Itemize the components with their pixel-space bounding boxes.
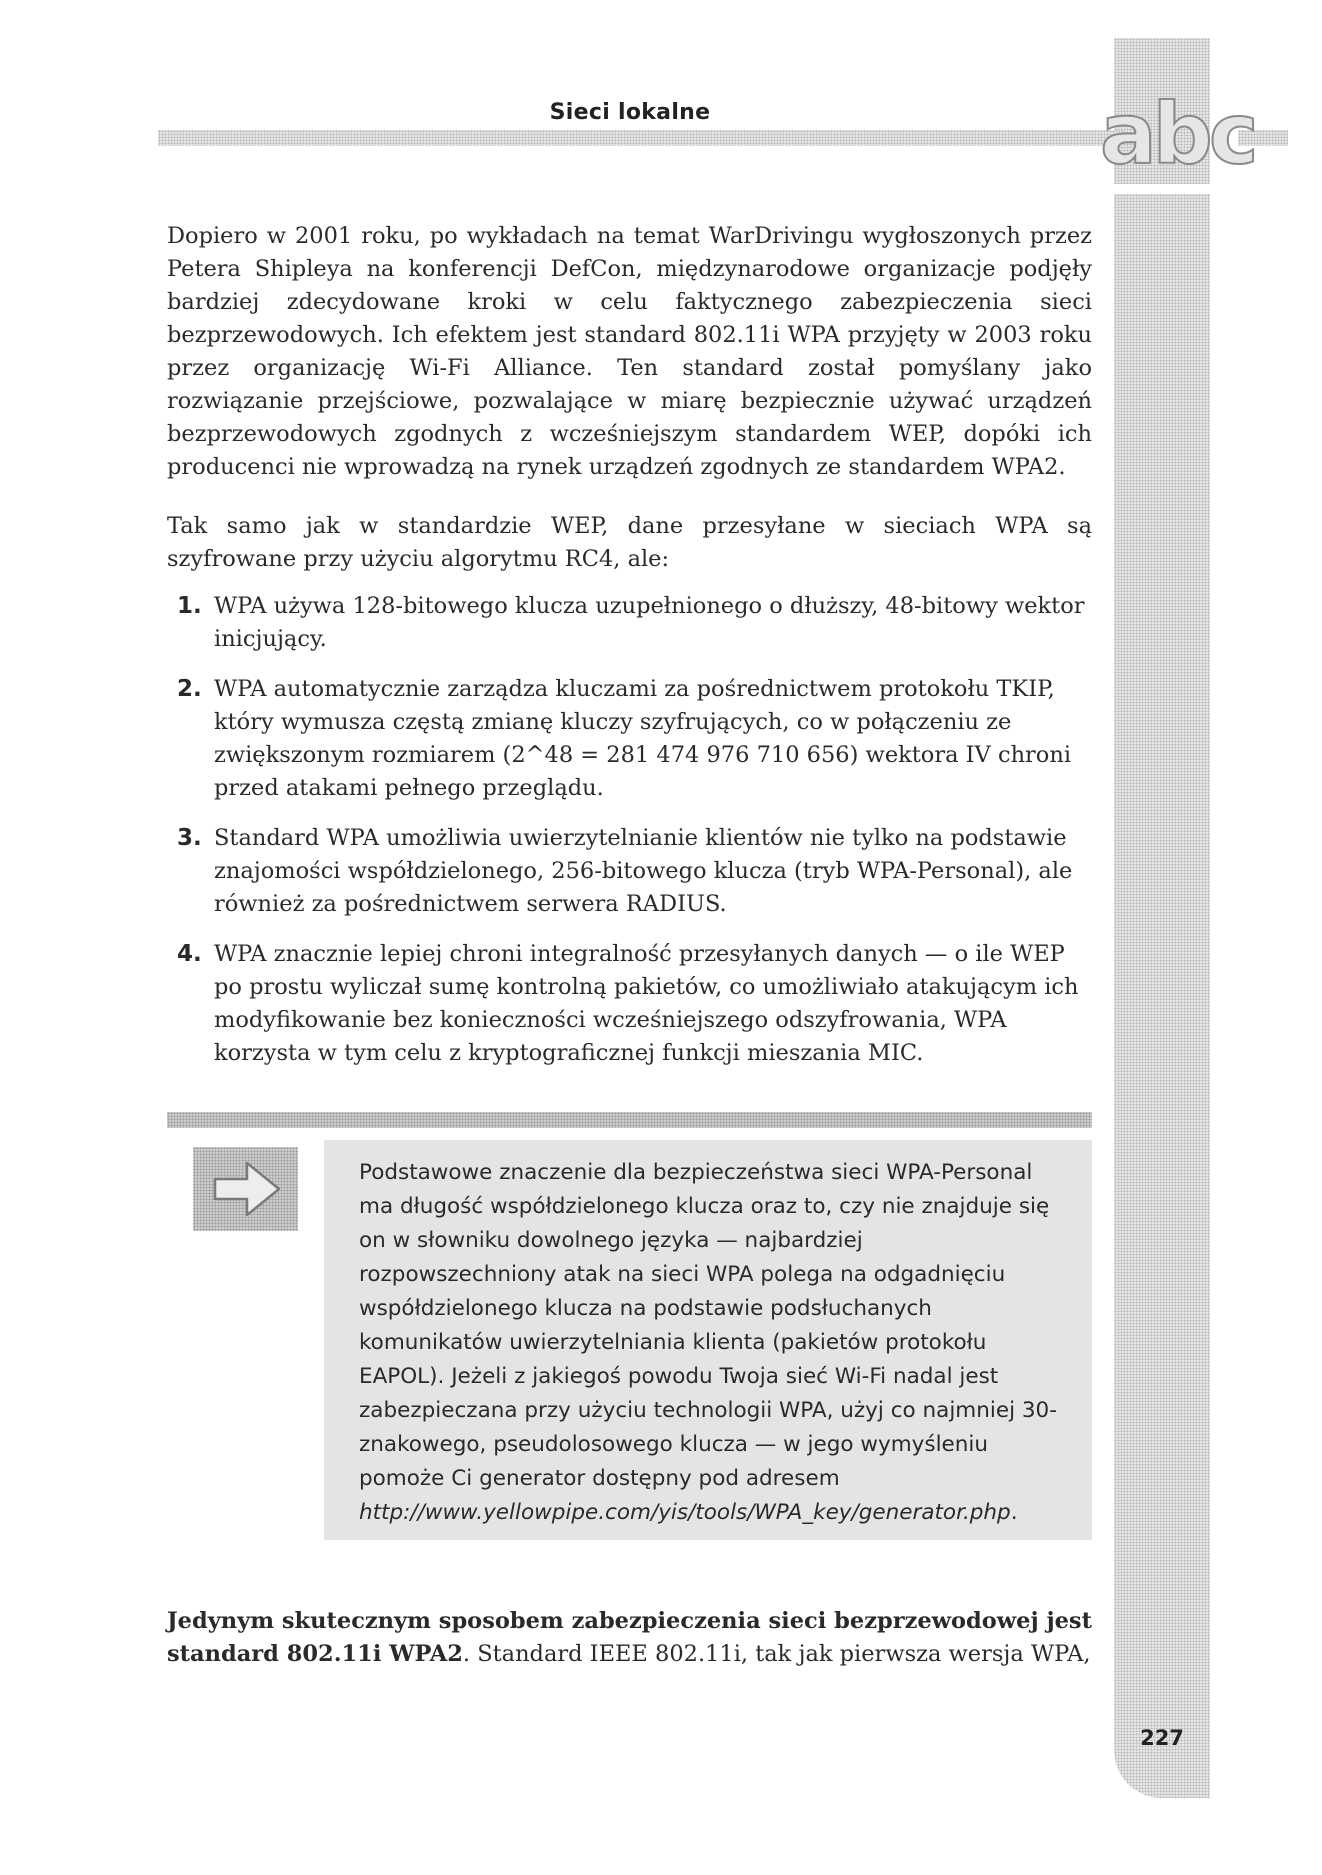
list-text: WPA używa 128-bitowego klucza uzupełnionego o dłuższy, 48-bitowy wektor inicjujący. (214, 593, 1085, 652)
list-text: Standard WPA umożliwia uwierzytelnianie klientów nie tylko na podstawie znajomości współdzielonego, 256-bitowego klucza (tryb WPA-Personal), ale również za pośrednictwem serwera RADIUS. (214, 825, 1073, 917)
list-item (167, 590, 1092, 656)
closing-paragraph (167, 1605, 1092, 1671)
running-head: Sieci lokalne (549, 100, 711, 125)
numbered-list (167, 590, 1092, 1070)
list-number: 4. (177, 941, 202, 967)
margin-strip-gap (1114, 184, 1210, 194)
list-text: WPA automatycznie zarządza kluczami za pośrednictwem protokołu TKIP, który wymusza częstą zmianę kluczy szyfrujących, co w połączeniu ze zwiększonym rozmiarem (2^48 = 281 474 976 710 656) wektora IV chroni przed atakami pełnego przeglądu. (214, 676, 1072, 801)
list-text: WPA znacznie lepiej chroni integralność przesyłanych danych — o ile WEP po prostu wyliczał sumę kontrolną pakietów, co umożliwiało atakującym ich modyfikowanie bez konieczności wcześniejszego odszyfrowania, WPA korzysta w tym celu z kryptograficznej funkcji mieszania MIC. (214, 941, 1079, 1066)
paragraph-2: Tak samo jak w standardzie WEP, dane przesyłane w sieciach WPA są szyfrowane przy użyciu algorytmu RC4, ale: (167, 513, 1092, 572)
closing-bold: Jedynym skutecznym sposobem zabezpieczenia sieci bezprzewodowej jest standard 802.11i WPA2 (167, 1607, 1092, 1667)
note-url[interactable]: http://www.yellowpipe.com/yis/tools/WPA_key/generator.php (359, 1500, 1011, 1525)
list-number: 3. (177, 825, 202, 851)
list-number: 2. (177, 676, 202, 702)
note-text: Podstawowe znaczenie dla bezpieczeństwa sieci WPA-Personal ma długość współdzielonego klucza oraz to, czy nie znajduje się on w słowniku dowolnego języka — najbardziej rozpowszechniony atak na sieci WPA polega na odgadnięciu współdzielonego klucza na podstawie podsłuchanych komunikatów uwierzytelniania klienta (pakietów protokołu EAPOL). Jeżeli z jakiegoś powodu Twoja sieć Wi-Fi nadal jest zabezpieczana przy użyciu technologii WPA, użyj co najmniej 30-znakowego, pseudolosowego klucza — w jego wymyśleniu pomoże Ci generator dostępny pod adresem (359, 1160, 1057, 1491)
main-content (167, 220, 1092, 1087)
arrow-right-icon (193, 1147, 298, 1231)
abc-logo: abc (1100, 85, 1255, 183)
note-top-rule (167, 1112, 1092, 1128)
list-item (167, 673, 1092, 805)
list-item (167, 822, 1092, 921)
paragraph-1: Dopiero w 2001 roku, po wykładach na temat WarDrivingu wygłoszonych przez Petera Shipleya na konferencji DefCon, międzynarodowe organizacje podjęły bardziej zdecydowane kroki w celu faktycznego zabezpieczenia sieci bezprzewodowych. Ich efektem jest standard 802.11i WPA przyjęty w 2003 roku przez organizację Wi-Fi Alliance. Ten standard został pomyślany jako rozwiązanie przejściowe, pozwalające w miarę bezpiecznie używać urządzeń bezprzewodowych zgodnych z wcześniejszym standardem WEP, dopóki ich producenci nie wprowadzą na rynek urządzeń zgodnych ze standardem WPA2. (167, 223, 1092, 480)
header-rule (158, 130, 1123, 146)
page-number: 227 (1140, 1726, 1184, 1750)
list-item (167, 938, 1092, 1070)
note-url-suffix: . (1010, 1500, 1018, 1525)
margin-strip (1114, 38, 1210, 1688)
note-box (324, 1140, 1092, 1540)
list-number: 1. (177, 593, 202, 619)
closing-rest: . Standard IEEE 802.11i, tak jak pierwsza wersja WPA, (462, 1640, 1091, 1667)
